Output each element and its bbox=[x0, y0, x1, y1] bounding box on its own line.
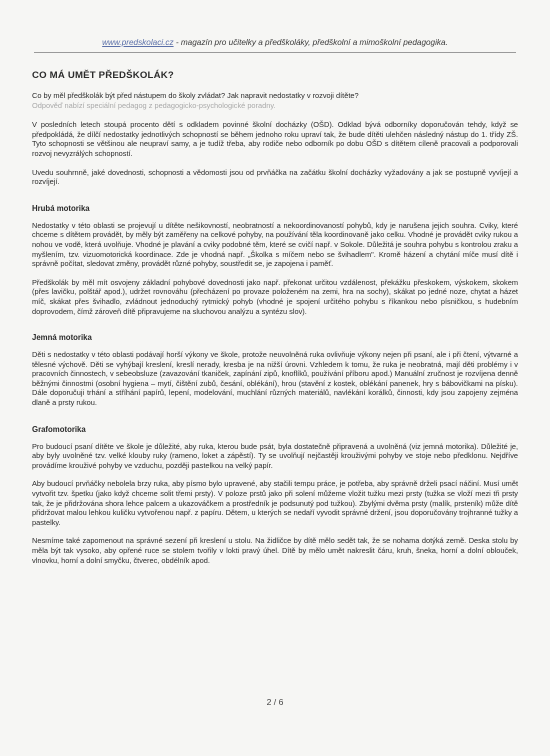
header-divider bbox=[34, 52, 516, 53]
answer-note: Odpověď nabízí speciální pedagog z pedagogicko-psychologické poradny. bbox=[32, 100, 276, 110]
question-text: Co by měl předškolák být před nástupem do školy zvládat? Jak napravit nedostatky v rozvoji dítěte? bbox=[32, 91, 359, 100]
section-paragraph: Děti s nedostatky v této oblasti podávají horší výkony ve škole, protože neuvolněná ruka ovlivňuje výkony nejen při psaní, ale i při čtení, výtvarné a tělesné výchově. Děti se vyhýbají kreslení, kreslí nerady, kresba je na nižší úrovni. Vzhledem k tomu, že ruka je neobratná, mají děti problémy i v pracovních činnostech, v sebeobsluze (zavazování tkaniček, zapínání zipů, knoflíků, používání příboru apod.) Manuální zručnost je rozvíjena denně běžnými činnostmi (osobní hygiena – mytí, čištění zubů, česání, oblékání), hrou (stavění z kostek, oblékání panenek, hry s bábovičkami na písku). Dále doporučuji trhání a stříhání papírů, lepení, modelování, muchlání různých materiálů, navlékání korálků, činnosti, kdy jsou zapojeny zejména dlaně a prsty rukou. bbox=[32, 350, 518, 408]
article-title: CO MÁ UMĚT PŘEDŠKOLÁK? bbox=[32, 70, 174, 81]
intro-paragraph: Uvedu souhrnně, jaké dovednosti, schopnosti a vědomosti jsou od prvňáčka na začátku školní docházky vyžadovány a jak se postupně vyvíjejí a rozvíjejí. bbox=[32, 167, 518, 187]
section-paragraph: Předškolák by měl mít osvojeny základní pohybové dovednosti jako např. překonat určitou vzdálenost, překážku přeskokem, výskokem, skokem (přes lavičku, polštář apod.), udržet rovnováhu (přecházení po provaze položeném na zemi, hra na sochy), skákat po jedné noze, chytat a házet míč, skákat přes švihadlo, zvládnout jednoduchý rytmický pohyb (vhodné je spojení určitého pohybu s říkankou nebo písničkou, s hudebním doprovodem, čímž zároveň dítě připravujeme na sluchovou analýzu a syntézu slov). bbox=[32, 277, 518, 316]
article-body bbox=[32, 70, 518, 574]
section-heading-grafomotorika: Grafomotorika bbox=[32, 424, 86, 434]
section-paragraph: Aby budoucí prvňáčky nebolela brzy ruka, aby písmo bylo upravené, aby stačili tempu práce, je potřeba, aby správně drželi psací náčiní. Musí umět vytvořit tzv. špetku (jako když chceme solit třemi prsty). V poloze prstů jako při solení můžeme vložit tužku mezi prsty (tužka se vloží mezi tři prsty tak, že je přidržována shora lehce palcem a ukazováčkem a prostředník je podsunutý pod tužkou). Zbylými dvěma prsty (malík, prsteník) může dítě přidržovat malou lehkou kuličku vytvořenou např. z papíru. Dětem, u kterých se nedaří vyvodit správné držení, jsou doporučovány trojhranné tužky a pastelky. bbox=[32, 479, 518, 527]
section-paragraph: Pro budoucí psaní dítěte ve škole je důležité, aby ruka, kterou bude psát, byla dostatečně připravená a uvolněná (viz jemná motorika). Důležité je, aby byly uvolněné tzv. velké klouby ruky (rameno, loket a zápěstí). Ty se uvolňují nejčastěji krouživými pohyby ve stoje nebo předklonu. Nejdříve provádíme krouživé pohyby ve vzduchu, později pastelkou na velký papír. bbox=[32, 441, 518, 470]
section-paragraph: Nesmíme také zapomenout na správné sezení při kreslení u stolu. Na židličce by dítě mělo sedět tak, že se nohama dotýká země. Deska stolu by měla být tak vysoko, aby opřené ruce se stolem tvořily v lokti pravý úhel. Dítě by mělo umět nakreslit čáru, kruh, šneka, horní a dolní oblouček, vlnovku, horní a dolní smyčku, čtverec, obdélník apod. bbox=[32, 536, 518, 565]
section-heading-jemna-motorika: Jemná motorika bbox=[32, 333, 92, 343]
page-number: 2 / 6 bbox=[266, 697, 284, 707]
lead-question bbox=[32, 91, 518, 110]
section-paragraph: Nedostatky v této oblasti se projevují u dítěte nešikovností, neobratností a nekoordinovaností pohybů, kdy je narušena jejich souhra. Cviky, které chceme s dítětem provádět, by měly být zaměřeny na celkové pohyby, na používání těla koordinovaně jako celku. Vhodné je provádět cviky rukou a nohou ve vodě, která uvolňuje. Vhodné je plavání a cviky podobné těm, které se cvičí např. v Sokole. Důležitá je souhra pohybu s kontrolou zraku a myšlením, tzv. vizuomotorická koordinace. Zde je vhodná např. „Školka s míčem nebo se švihadlem". Kromě házení a chytání míče musí dítě i správně počítat, sledovat změny, provádět různé pohyby, soustředit se, je zapojena i paměť. bbox=[32, 220, 518, 269]
section-heading-hruba-motorika: Hrubá motorika bbox=[32, 203, 90, 213]
site-link[interactable]: www.predskolaci.cz bbox=[102, 38, 174, 47]
page-header bbox=[0, 38, 550, 47]
header-tagline: - magazín pro učitelky a předškoláky, předškolní a mimoškolní pedagogika. bbox=[173, 38, 448, 47]
intro-paragraph: V posledních letech stoupá procento dětí s odkladem povinné školní docházky (OŠD). Odklad bývá odborníky doporučován tehdy, když se předpokládá, že dílčí nedostatky jednotlivých schopností se během jednoho roku upraví tak, že bude dítěti ulehčen následný nástup do 1. třídy ZŠ. Tyto schopnosti se většinou ale neupraví samy, a je tudíž třeba, aby rodiče nebo odborník po dobu OŠD s dítětem cíleně pracovali a podporovali rozvoj nevyzrálých schopností. bbox=[32, 120, 518, 158]
